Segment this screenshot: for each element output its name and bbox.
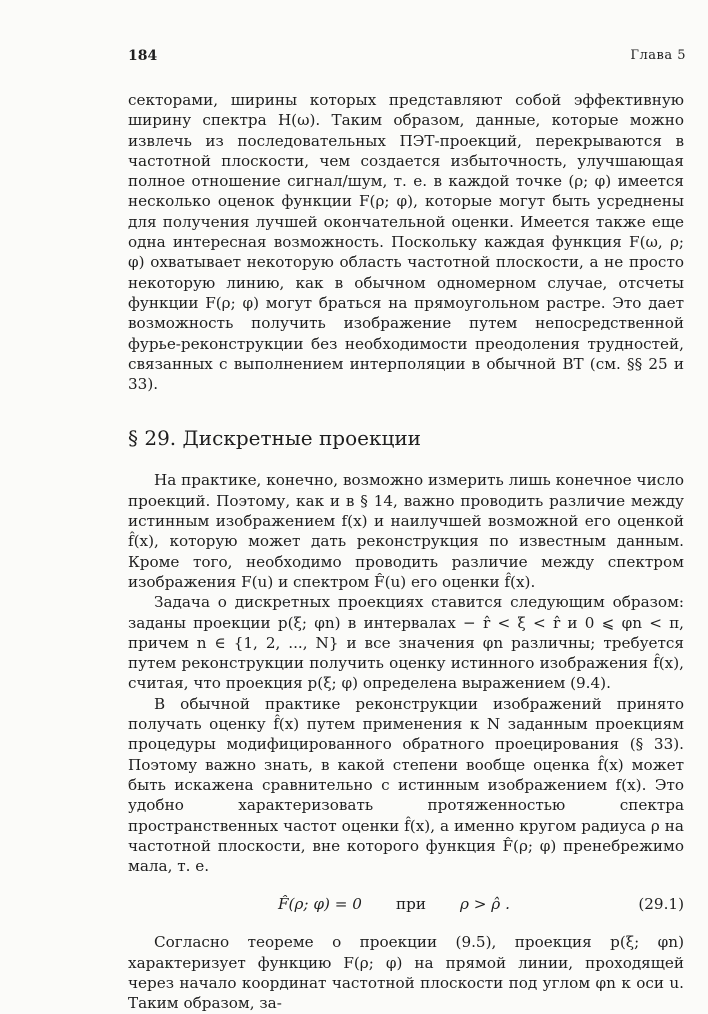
paragraph: В обычной практике реконструкции изображений принято получать оценку f̂(x) путем применения к N заданным проекциям процедуры модифицированного обратного проецирования (§ 33). Поэтому важно знать, в какой степени вообще оценка f̂(x) может быть искажена сравнительно с истинным изображением f(x). Это удобно характеризовать протяженностью спектра пространственных частот оценки f̂(x), а именно кругом радиуса ρ на частотной плоскости, вне которого функция F̂(ρ; φ) пренебрежимо мала, т. е. [128, 694, 684, 876]
section-title: § 29. Дискретные проекции [128, 426, 421, 451]
equation-number: (29.1) [638, 895, 684, 914]
paragraph: Согласно теореме о проекции (9.5), проекция p(ξ; φn) характеризует функцию F(ρ; φ) на прямой линии, проходящей через начало координат частотной плоскости под углом φn к оси u. Таким образом, за- [128, 933, 684, 1013]
paragraph: На практике, конечно, возможно измерить лишь конечное число проекций. Поэтому, как и в § 14, важно проводить различие между истинным изображением f(x) и наилучшей возможной его оценкой f̂(x), которую может дать реконструкция по известным данным. Кроме того, необходимо проводить различие между спектром изображения F(u) и спектром F̂(u) его оценки f̂(x). [128, 471, 684, 591]
page-body [128, 90, 684, 1014]
equation-condition: ρ > ρ̂ . [460, 895, 510, 914]
equation-expression: F̂(ρ; φ) = 0 [278, 895, 362, 914]
paragraph: Задача о дискретных проекциях ставится следующим образом: заданы проекции p(ξ; φn) в интервалах − r̂ < ξ < r̂ и 0 ⩽ φn < π, причем n ∈ {1, 2, ..., N} и все значения φn различны; требуется путем реконструкции получить оценку истинного изображения f̂(x), считая, что проекция p(ξ; φ) определена выражением (9.4). [128, 593, 684, 693]
page-number: 184 [128, 48, 158, 64]
paragraph-continuation: секторами, ширины которых представляют собой эффективную ширину спектра H(ω). Таким образом, данные, которые можно извлечь из последовательных ПЭТ-проекций, перекрываются в частотной плоскости, чем создается избыточность, улучшающая полное отношение сигнал/шум, т. е. в каждой точке (ρ; φ) имеется несколько оценок функции F(ρ; φ), которые могут быть усреднены для получения лучшей окончательной оценки. Имеется также еще одна интересная возможность. Поскольку каждая функция F(ω, ρ; φ) охватывает некоторую область частотной плоскости, а не просто некоторую линию, как в обычном одномерном случае, отсчеты функции F(ρ; φ) могут браться на прямоугольном растре. Это дает возможность получить изображение путем непосредственной фурье-реконструкции без необходимости преодоления трудностей, связанных с выполнением интерполяции в обычной ВТ (см. §§ 25 и 33). [128, 91, 684, 394]
equation-condition-word: при [396, 895, 426, 914]
equation-29-1 [128, 884, 684, 926]
page-header [128, 48, 686, 70]
chapter-label: Глава 5 [630, 48, 686, 63]
